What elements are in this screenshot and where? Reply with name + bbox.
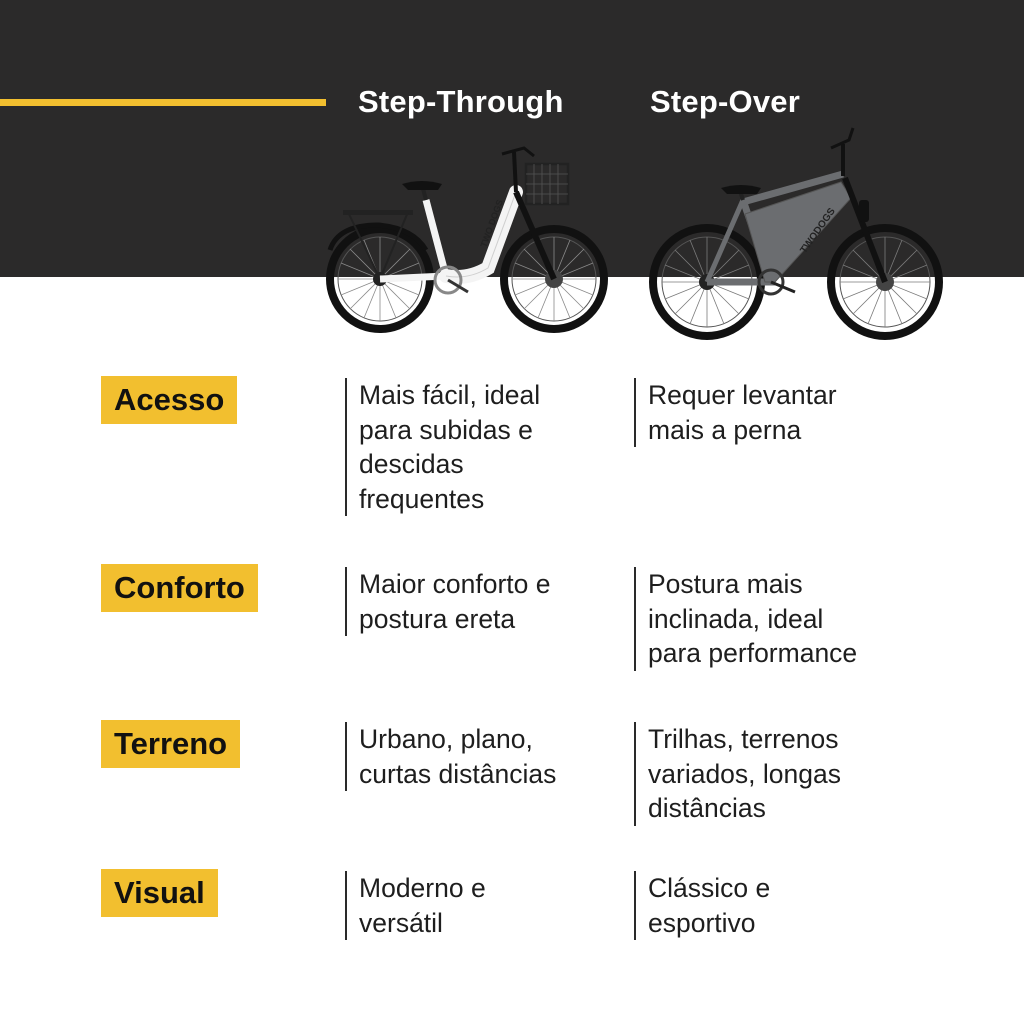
cell-line: curtas distâncias	[359, 758, 557, 789]
accent-line	[0, 99, 326, 106]
cell-line: frequentes	[359, 483, 485, 514]
cell-line: mais a perna	[648, 414, 802, 445]
column-title-step-over: Step-Over	[650, 84, 800, 119]
cell-line: para performance	[648, 638, 858, 668]
cell-line: esportivo	[648, 907, 756, 938]
step-through-bike-brand: TWO DOGS	[478, 198, 505, 249]
cell-line: Moderno e	[359, 873, 486, 903]
row-label-visual: Visual	[101, 869, 218, 917]
cell-line: Clássico e	[648, 873, 771, 903]
step-through-cell-visual	[345, 871, 615, 940]
cell-line: Requer levantar	[648, 380, 837, 410]
step-over-bike-image	[645, 122, 945, 340]
cell-line: inclinada, ideal	[648, 603, 824, 634]
cell-line: Maior conforto e	[359, 569, 551, 599]
cell-line: Trilhas, terrenos	[648, 724, 839, 754]
cell-line: versátil	[359, 907, 443, 938]
cell-line: para subidas e	[359, 414, 533, 445]
cell-line: descidas	[359, 449, 464, 479]
cell-line: postura ereta	[359, 603, 516, 634]
cell-line: Urbano, plano,	[359, 724, 533, 754]
step-over-cell-terreno	[634, 722, 904, 826]
step-through-bike-image	[318, 140, 618, 335]
row-label-conforto: Conforto	[101, 564, 258, 612]
step-through-cell-terreno	[345, 722, 615, 791]
row-label-acesso: Acesso	[101, 376, 237, 424]
step-over-bike-brand: TWODOGS	[798, 206, 838, 256]
cell-line: Mais fácil, ideal	[359, 380, 541, 410]
step-through-cell-conforto	[345, 567, 615, 636]
cell-line: distâncias	[648, 793, 766, 823]
cell-line: Postura mais	[648, 569, 803, 599]
column-title-step-through: Step-Through	[358, 84, 564, 119]
step-through-cell-acesso	[345, 378, 615, 516]
step-over-cell-visual	[634, 871, 904, 940]
step-over-cell-acesso	[634, 378, 904, 447]
cell-line: variados, longas	[648, 758, 841, 789]
row-label-terreno: Terreno	[101, 720, 240, 768]
step-over-cell-conforto	[634, 567, 904, 671]
